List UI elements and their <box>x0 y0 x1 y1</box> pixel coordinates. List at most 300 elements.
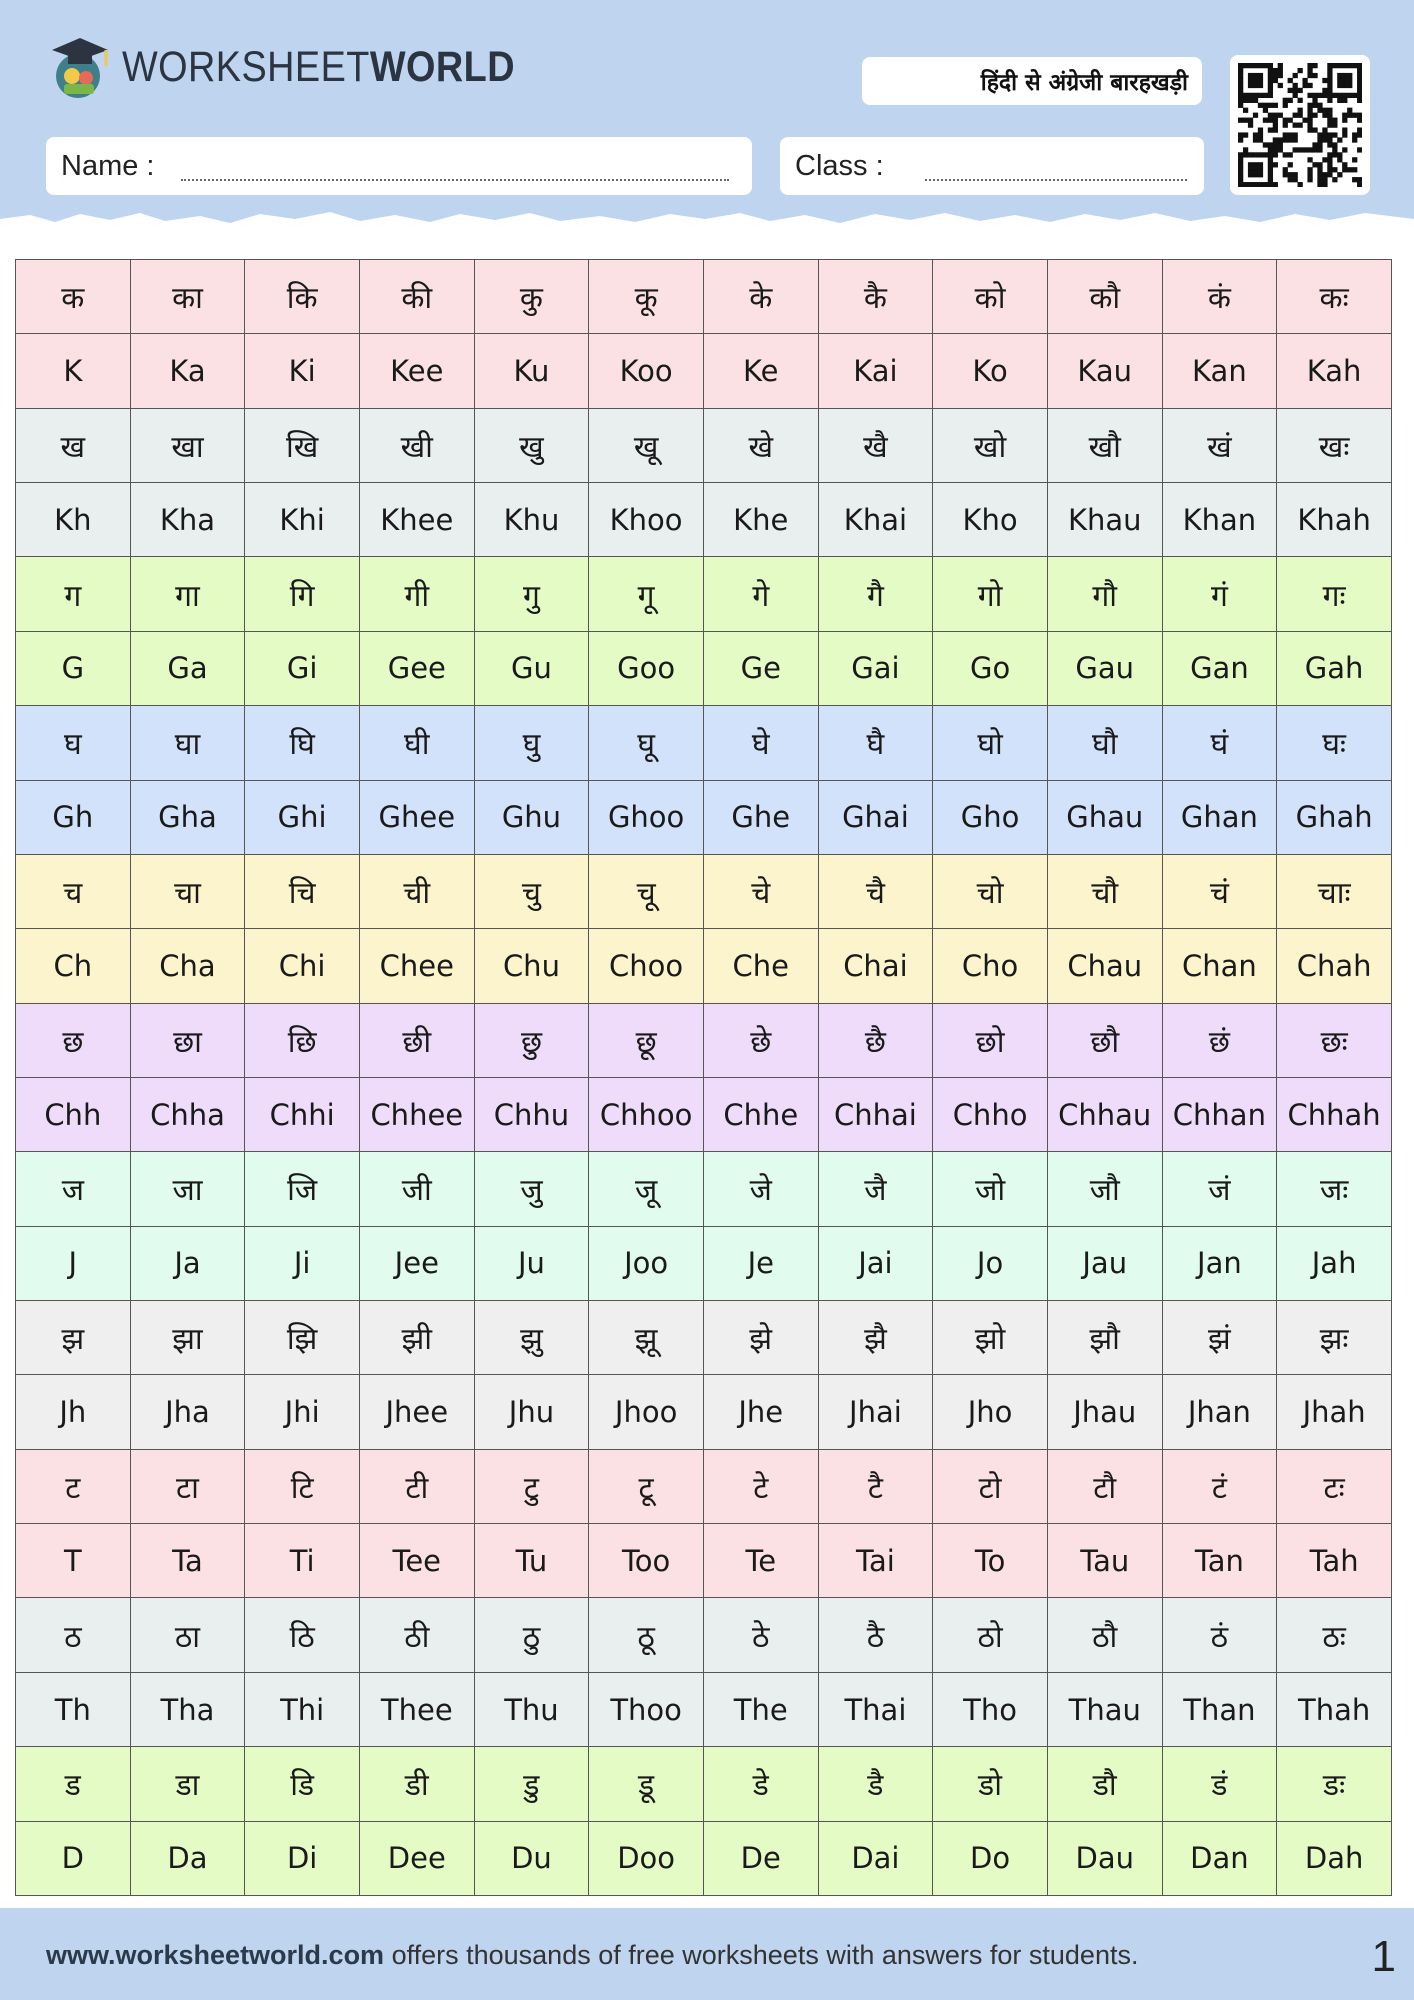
english-syllable-cell: Jo <box>933 1226 1048 1300</box>
hindi-syllable-cell: टः <box>1277 1449 1392 1523</box>
english-syllable-cell: Khi <box>245 483 360 557</box>
english-syllable-cell: Tau <box>1047 1524 1162 1598</box>
hindi-row <box>16 706 1392 780</box>
english-syllable-cell: Te <box>703 1524 818 1598</box>
hindi-syllable-cell: चू <box>589 854 704 928</box>
english-syllable-cell: Jee <box>359 1226 474 1300</box>
english-row <box>16 631 1392 705</box>
english-syllable-cell: Jhau <box>1047 1375 1162 1449</box>
hindi-syllable-cell: कै <box>818 260 933 334</box>
hindi-syllable-cell: क <box>16 260 131 334</box>
hindi-syllable-cell: घि <box>245 706 360 780</box>
hindi-syllable-cell: चे <box>703 854 818 928</box>
english-syllable-cell: Jhi <box>245 1375 360 1449</box>
english-syllable-cell: Choo <box>589 929 704 1003</box>
english-syllable-cell: Chi <box>245 929 360 1003</box>
qr-code[interactable] <box>1230 55 1370 195</box>
hindi-syllable-cell: खं <box>1162 408 1277 482</box>
qr-code-icon <box>1238 63 1362 187</box>
hindi-syllable-cell: जो <box>933 1152 1048 1226</box>
english-syllable-cell: De <box>703 1821 818 1895</box>
english-syllable-cell: Khau <box>1047 483 1162 557</box>
english-syllable-cell: Thu <box>474 1672 589 1746</box>
brand-light: WORKSHEET <box>122 42 370 91</box>
english-syllable-cell: Dan <box>1162 1821 1277 1895</box>
hindi-syllable-cell: ठ <box>16 1598 131 1672</box>
brand-name <box>122 42 515 91</box>
english-syllable-cell: Chan <box>1162 929 1277 1003</box>
english-syllable-cell: Chhoo <box>589 1077 704 1151</box>
english-syllable-cell: Khe <box>703 483 818 557</box>
english-syllable-cell: Dee <box>359 1821 474 1895</box>
barakhadi-table <box>15 259 1392 1896</box>
hindi-syllable-cell: गी <box>359 557 474 631</box>
english-row <box>16 929 1392 1003</box>
hindi-syllable-cell: खू <box>589 408 704 482</box>
hindi-syllable-cell: जं <box>1162 1152 1277 1226</box>
english-syllable-cell: Du <box>474 1821 589 1895</box>
torn-paper-edge <box>0 205 1414 245</box>
english-syllable-cell: Ghoo <box>589 780 704 854</box>
hindi-syllable-cell: ठं <box>1162 1598 1277 1672</box>
hindi-syllable-cell: छः <box>1277 1003 1392 1077</box>
english-syllable-cell: Khee <box>359 483 474 557</box>
hindi-syllable-cell: डा <box>130 1747 245 1821</box>
hindi-syllable-cell: गो <box>933 557 1048 631</box>
hindi-syllable-cell: ट <box>16 1449 131 1523</box>
hindi-syllable-cell: ठै <box>818 1598 933 1672</box>
hindi-syllable-cell: छु <box>474 1003 589 1077</box>
english-syllable-cell: Ja <box>130 1226 245 1300</box>
english-syllable-cell: Than <box>1162 1672 1277 1746</box>
hindi-syllable-cell: चु <box>474 854 589 928</box>
english-syllable-cell: Thoo <box>589 1672 704 1746</box>
hindi-syllable-cell: को <box>933 260 1048 334</box>
hindi-syllable-cell: खौ <box>1047 408 1162 482</box>
english-syllable-cell: Chhai <box>818 1077 933 1151</box>
english-syllable-cell: Gau <box>1047 631 1162 705</box>
english-syllable-cell: Thai <box>818 1672 933 1746</box>
english-syllable-cell: Jhoo <box>589 1375 704 1449</box>
hindi-syllable-cell: छो <box>933 1003 1048 1077</box>
hindi-syllable-cell: जु <box>474 1152 589 1226</box>
hindi-row <box>16 1449 1392 1523</box>
hindi-syllable-cell: ठा <box>130 1598 245 1672</box>
hindi-syllable-cell: छै <box>818 1003 933 1077</box>
english-syllable-cell: Ghu <box>474 780 589 854</box>
hindi-syllable-cell: चा <box>130 854 245 928</box>
english-syllable-cell: Koo <box>589 334 704 408</box>
hindi-syllable-cell: जौ <box>1047 1152 1162 1226</box>
english-syllable-cell: Gu <box>474 631 589 705</box>
english-syllable-cell: Joo <box>589 1226 704 1300</box>
hindi-syllable-cell: गः <box>1277 557 1392 631</box>
hindi-syllable-cell: टै <box>818 1449 933 1523</box>
hindi-syllable-cell: ठे <box>703 1598 818 1672</box>
hindi-syllable-cell: घौ <box>1047 706 1162 780</box>
english-syllable-cell: Khoo <box>589 483 704 557</box>
hindi-syllable-cell: घै <box>818 706 933 780</box>
hindi-syllable-cell: ठी <box>359 1598 474 1672</box>
hindi-syllable-cell: घे <box>703 706 818 780</box>
hindi-syllable-cell: गे <box>703 557 818 631</box>
english-syllable-cell: Jhah <box>1277 1375 1392 1449</box>
hindi-row <box>16 1301 1392 1375</box>
hindi-row <box>16 1598 1392 1672</box>
hindi-syllable-cell: छा <box>130 1003 245 1077</box>
english-syllable-cell: Chha <box>130 1077 245 1151</box>
hindi-syllable-cell: झः <box>1277 1301 1392 1375</box>
english-syllable-cell: Th <box>16 1672 131 1746</box>
hindi-syllable-cell: झा <box>130 1301 245 1375</box>
worksheet-title: हिंदी से अंग्रेजी बारहखड़ी <box>862 57 1202 105</box>
hindi-syllable-cell: डे <box>703 1747 818 1821</box>
hindi-syllable-cell: झं <box>1162 1301 1277 1375</box>
hindi-syllable-cell: चाः <box>1277 854 1392 928</box>
english-row <box>16 1077 1392 1151</box>
hindi-syllable-cell: झु <box>474 1301 589 1375</box>
english-syllable-cell: Chhah <box>1277 1077 1392 1151</box>
hindi-syllable-cell: डु <box>474 1747 589 1821</box>
english-syllable-cell: Thee <box>359 1672 474 1746</box>
hindi-syllable-cell: डः <box>1277 1747 1392 1821</box>
english-syllable-cell: Chah <box>1277 929 1392 1003</box>
hindi-syllable-cell: घा <box>130 706 245 780</box>
english-syllable-cell: Ko <box>933 334 1048 408</box>
hindi-syllable-cell: ठू <box>589 1598 704 1672</box>
hindi-syllable-cell: जै <box>818 1152 933 1226</box>
hindi-syllable-cell: खे <box>703 408 818 482</box>
english-syllable-cell: J <box>16 1226 131 1300</box>
english-syllable-cell: Tu <box>474 1524 589 1598</box>
english-row <box>16 780 1392 854</box>
english-syllable-cell: Kah <box>1277 334 1392 408</box>
english-syllable-cell: Chho <box>933 1077 1048 1151</box>
english-syllable-cell: G <box>16 631 131 705</box>
english-syllable-cell: Jho <box>933 1375 1048 1449</box>
hindi-syllable-cell: गु <box>474 557 589 631</box>
english-syllable-cell: Ghau <box>1047 780 1162 854</box>
hindi-syllable-cell: जः <box>1277 1152 1392 1226</box>
english-syllable-cell: Ghah <box>1277 780 1392 854</box>
hindi-syllable-cell: घ <box>16 706 131 780</box>
hindi-syllable-cell: खा <box>130 408 245 482</box>
hindi-syllable-cell: डि <box>245 1747 360 1821</box>
english-syllable-cell: Chhi <box>245 1077 360 1151</box>
hindi-syllable-cell: झि <box>245 1301 360 1375</box>
hindi-syllable-cell: ठि <box>245 1598 360 1672</box>
english-syllable-cell: Chhe <box>703 1077 818 1151</box>
english-syllable-cell: Ghi <box>245 780 360 854</box>
english-row <box>16 1375 1392 1449</box>
english-syllable-cell: Kha <box>130 483 245 557</box>
hindi-syllable-cell: ग <box>16 557 131 631</box>
english-row <box>16 334 1392 408</box>
english-syllable-cell: Ti <box>245 1524 360 1598</box>
hindi-syllable-cell: टू <box>589 1449 704 1523</box>
english-syllable-cell: Kau <box>1047 334 1162 408</box>
english-syllable-cell: The <box>703 1672 818 1746</box>
hindi-syllable-cell: डू <box>589 1747 704 1821</box>
english-syllable-cell: Ke <box>703 334 818 408</box>
english-syllable-cell: Kai <box>818 334 933 408</box>
hindi-syllable-cell: छ <box>16 1003 131 1077</box>
hindi-syllable-cell: ची <box>359 854 474 928</box>
footer-text <box>46 1940 1138 1971</box>
english-syllable-cell: Ge <box>703 631 818 705</box>
hindi-syllable-cell: घः <box>1277 706 1392 780</box>
english-syllable-cell: Ju <box>474 1226 589 1300</box>
hindi-row <box>16 260 1392 334</box>
english-syllable-cell: Di <box>245 1821 360 1895</box>
english-row <box>16 1524 1392 1598</box>
hindi-syllable-cell: खो <box>933 408 1048 482</box>
english-syllable-cell: Da <box>130 1821 245 1895</box>
english-syllable-cell: Khu <box>474 483 589 557</box>
footer <box>0 1908 1414 2000</box>
english-row <box>16 483 1392 557</box>
english-syllable-cell: Gan <box>1162 631 1277 705</box>
hindi-syllable-cell: कौ <box>1047 260 1162 334</box>
english-syllable-cell: Jhe <box>703 1375 818 1449</box>
hindi-syllable-cell: डी <box>359 1747 474 1821</box>
english-syllable-cell: Gah <box>1277 631 1392 705</box>
hindi-row <box>16 408 1392 482</box>
english-syllable-cell: Dah <box>1277 1821 1392 1895</box>
english-syllable-cell: Gi <box>245 631 360 705</box>
hindi-syllable-cell: कं <box>1162 260 1277 334</box>
hindi-syllable-cell: डौ <box>1047 1747 1162 1821</box>
english-syllable-cell: Jha <box>130 1375 245 1449</box>
english-syllable-cell: Goo <box>589 631 704 705</box>
english-syllable-cell: Khai <box>818 483 933 557</box>
hindi-syllable-cell: झौ <box>1047 1301 1162 1375</box>
english-syllable-cell: Doo <box>589 1821 704 1895</box>
hindi-syllable-cell: घो <box>933 706 1048 780</box>
hindi-syllable-cell: गू <box>589 557 704 631</box>
english-syllable-cell: Thah <box>1277 1672 1392 1746</box>
english-syllable-cell: Chai <box>818 929 933 1003</box>
english-syllable-cell: Too <box>589 1524 704 1598</box>
class-field[interactable] <box>780 137 1204 195</box>
hindi-syllable-cell: जि <box>245 1152 360 1226</box>
english-syllable-cell: Chhau <box>1047 1077 1162 1151</box>
english-syllable-cell: Jah <box>1277 1226 1392 1300</box>
english-syllable-cell: Ji <box>245 1226 360 1300</box>
english-syllable-cell: T <box>16 1524 131 1598</box>
english-syllable-cell: Jhai <box>818 1375 933 1449</box>
hindi-syllable-cell: च <box>16 854 131 928</box>
hindi-syllable-cell: घं <box>1162 706 1277 780</box>
english-syllable-cell: Thau <box>1047 1672 1162 1746</box>
english-syllable-cell: Gha <box>130 780 245 854</box>
english-syllable-cell: Ghee <box>359 780 474 854</box>
hindi-syllable-cell: गै <box>818 557 933 631</box>
hindi-syllable-cell: डं <box>1162 1747 1277 1821</box>
hindi-syllable-cell: गि <box>245 557 360 631</box>
hindi-syllable-cell: गौ <box>1047 557 1162 631</box>
hindi-row <box>16 557 1392 631</box>
hindi-syllable-cell: झ <box>16 1301 131 1375</box>
hindi-syllable-cell: झी <box>359 1301 474 1375</box>
english-syllable-cell: Cha <box>130 929 245 1003</box>
hindi-syllable-cell: टु <box>474 1449 589 1523</box>
hindi-syllable-cell: टो <box>933 1449 1048 1523</box>
hindi-syllable-cell: कु <box>474 260 589 334</box>
hindi-syllable-cell: टौ <box>1047 1449 1162 1523</box>
hindi-syllable-cell: ठौ <box>1047 1598 1162 1672</box>
name-write-line[interactable] <box>181 179 729 181</box>
english-syllable-cell: Thi <box>245 1672 360 1746</box>
english-syllable-cell: Chee <box>359 929 474 1003</box>
english-syllable-cell: Jai <box>818 1226 933 1300</box>
english-syllable-cell: Ghan <box>1162 780 1277 854</box>
english-syllable-cell: Khah <box>1277 483 1392 557</box>
hindi-syllable-cell: चो <box>933 854 1048 928</box>
hindi-syllable-cell: खु <box>474 408 589 482</box>
hindi-syllable-cell: टे <box>703 1449 818 1523</box>
hindi-row <box>16 1747 1392 1821</box>
english-syllable-cell: Chu <box>474 929 589 1003</box>
english-syllable-cell: Ch <box>16 929 131 1003</box>
english-syllable-cell: Dai <box>818 1821 933 1895</box>
hindi-syllable-cell: झै <box>818 1301 933 1375</box>
logo <box>46 32 569 102</box>
english-syllable-cell: Do <box>933 1821 1048 1895</box>
class-write-line[interactable] <box>925 179 1187 181</box>
english-syllable-cell: Khan <box>1162 483 1277 557</box>
english-syllable-cell: Ka <box>130 334 245 408</box>
english-syllable-cell: Je <box>703 1226 818 1300</box>
hindi-syllable-cell: चै <box>818 854 933 928</box>
brand-bold: WORLD <box>369 42 515 91</box>
english-syllable-cell: K <box>16 334 131 408</box>
english-syllable-cell: Chau <box>1047 929 1162 1003</box>
hindi-syllable-cell: टा <box>130 1449 245 1523</box>
english-syllable-cell: Chhan <box>1162 1077 1277 1151</box>
english-syllable-cell: Tha <box>130 1672 245 1746</box>
english-row <box>16 1672 1392 1746</box>
english-syllable-cell: Chhu <box>474 1077 589 1151</box>
hindi-syllable-cell: खि <box>245 408 360 482</box>
hindi-syllable-cell: के <box>703 260 818 334</box>
hindi-row <box>16 1152 1392 1226</box>
hindi-syllable-cell: खै <box>818 408 933 482</box>
hindi-row <box>16 854 1392 928</box>
english-syllable-cell: Ta <box>130 1524 245 1598</box>
english-syllable-cell: Chhee <box>359 1077 474 1151</box>
hindi-syllable-cell: चं <box>1162 854 1277 928</box>
english-syllable-cell: Che <box>703 929 818 1003</box>
hindi-syllable-cell: ख <box>16 408 131 482</box>
hindi-syllable-cell: झो <box>933 1301 1048 1375</box>
hindi-syllable-cell: घू <box>589 706 704 780</box>
hindi-syllable-cell: गा <box>130 557 245 631</box>
english-syllable-cell: Gai <box>818 631 933 705</box>
english-syllable-cell: D <box>16 1821 131 1895</box>
hindi-syllable-cell: चौ <box>1047 854 1162 928</box>
hindi-syllable-cell: ठः <box>1277 1598 1392 1672</box>
footer-tagline: offers thousands of free worksheets with answers for students. <box>384 1940 1139 1970</box>
hindi-syllable-cell: जू <box>589 1152 704 1226</box>
name-label: Name : <box>61 149 155 182</box>
english-syllable-cell: Jhee <box>359 1375 474 1449</box>
page-number: 1 <box>1371 1932 1396 1981</box>
footer-url[interactable]: www.worksheetworld.com <box>46 1940 385 1970</box>
english-syllable-cell: Jau <box>1047 1226 1162 1300</box>
hindi-syllable-cell: डो <box>933 1747 1048 1821</box>
english-syllable-cell: Jan <box>1162 1226 1277 1300</box>
hindi-syllable-cell: जे <box>703 1152 818 1226</box>
english-syllable-cell: Tho <box>933 1672 1048 1746</box>
hindi-syllable-cell: झू <box>589 1301 704 1375</box>
hindi-syllable-cell: छी <box>359 1003 474 1077</box>
hindi-syllable-cell: कि <box>245 260 360 334</box>
hindi-row <box>16 1003 1392 1077</box>
hindi-syllable-cell: जा <box>130 1152 245 1226</box>
hindi-syllable-cell: टं <box>1162 1449 1277 1523</box>
english-syllable-cell: Ghai <box>818 780 933 854</box>
english-syllable-cell: Tee <box>359 1524 474 1598</box>
english-syllable-cell: Kho <box>933 483 1048 557</box>
english-syllable-cell: Ghe <box>703 780 818 854</box>
english-syllable-cell: Gee <box>359 631 474 705</box>
english-syllable-cell: Jhu <box>474 1375 589 1449</box>
hindi-syllable-cell: टी <box>359 1449 474 1523</box>
english-syllable-cell: Cho <box>933 929 1048 1003</box>
english-syllable-cell: Chh <box>16 1077 131 1151</box>
hindi-syllable-cell: छे <box>703 1003 818 1077</box>
hindi-syllable-cell: छू <box>589 1003 704 1077</box>
english-syllable-cell: Kee <box>359 334 474 408</box>
hindi-syllable-cell: खी <box>359 408 474 482</box>
hindi-syllable-cell: ठु <box>474 1598 589 1672</box>
english-syllable-cell: Ga <box>130 631 245 705</box>
hindi-syllable-cell: छि <box>245 1003 360 1077</box>
english-syllable-cell: Kan <box>1162 334 1277 408</box>
english-row <box>16 1821 1392 1895</box>
english-row <box>16 1226 1392 1300</box>
english-syllable-cell: Jhan <box>1162 1375 1277 1449</box>
english-syllable-cell: Go <box>933 631 1048 705</box>
hindi-syllable-cell: छौ <box>1047 1003 1162 1077</box>
hindi-syllable-cell: खः <box>1277 408 1392 482</box>
hindi-syllable-cell: गं <box>1162 557 1277 631</box>
english-syllable-cell: Kh <box>16 483 131 557</box>
hindi-syllable-cell: घु <box>474 706 589 780</box>
english-syllable-cell: To <box>933 1524 1048 1598</box>
hindi-syllable-cell: जी <box>359 1152 474 1226</box>
name-field[interactable] <box>46 137 752 195</box>
hindi-syllable-cell: डै <box>818 1747 933 1821</box>
hindi-syllable-cell: घी <box>359 706 474 780</box>
english-syllable-cell: Jh <box>16 1375 131 1449</box>
hindi-syllable-cell: झे <box>703 1301 818 1375</box>
english-syllable-cell: Ki <box>245 334 360 408</box>
english-syllable-cell: Ku <box>474 334 589 408</box>
english-syllable-cell: Gh <box>16 780 131 854</box>
english-syllable-cell: Gho <box>933 780 1048 854</box>
english-syllable-cell: Tai <box>818 1524 933 1598</box>
hindi-syllable-cell: की <box>359 260 474 334</box>
english-syllable-cell: Tah <box>1277 1524 1392 1598</box>
hindi-syllable-cell: टि <box>245 1449 360 1523</box>
class-label: Class : <box>795 149 884 182</box>
hindi-syllable-cell: चि <box>245 854 360 928</box>
hindi-syllable-cell: छं <box>1162 1003 1277 1077</box>
hindi-syllable-cell: कः <box>1277 260 1392 334</box>
english-syllable-cell: Tan <box>1162 1524 1277 1598</box>
